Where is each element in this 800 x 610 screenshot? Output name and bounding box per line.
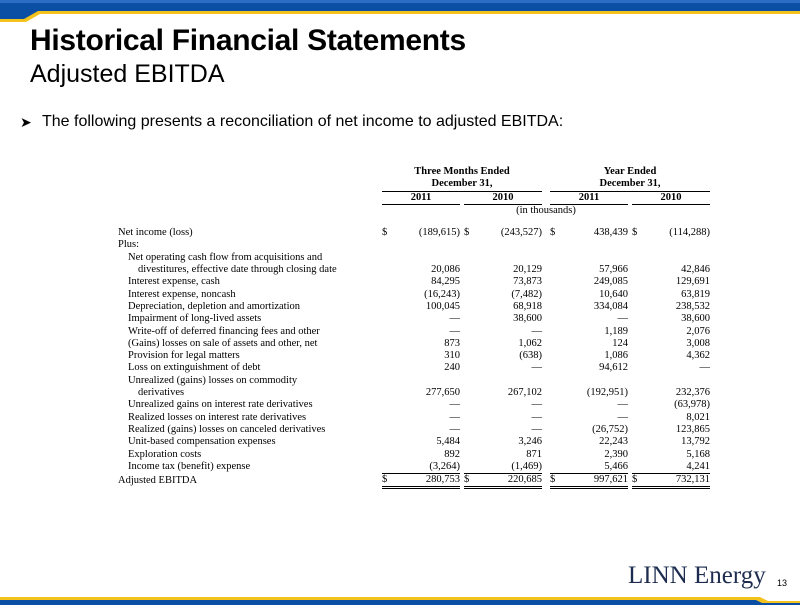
currency-symbol [382, 264, 394, 276]
value-cell [476, 239, 542, 251]
value-cell: 5,168 [686, 448, 710, 460]
currency-symbol [632, 289, 644, 301]
company-logo: LINN Energy [628, 562, 766, 589]
table-row [118, 424, 710, 436]
currency-symbol [464, 387, 476, 399]
value-cell: 238,532 [675, 300, 710, 312]
currency-symbol [382, 289, 394, 301]
value-cell: 42,846 [681, 264, 710, 276]
currency-symbol [632, 375, 644, 387]
currency-symbol: $ [632, 474, 644, 488]
value-cell: (192,951) [586, 387, 628, 399]
value-cell: — [531, 362, 542, 374]
currency-symbol [464, 399, 476, 411]
value-cell: — [449, 423, 460, 435]
currency-symbol [464, 362, 476, 374]
currency-symbol [464, 239, 476, 251]
table-row [118, 227, 710, 239]
value-cell: 22,243 [599, 436, 628, 448]
row-label: Net income (loss) [118, 227, 193, 239]
currency-symbol: $ [382, 227, 388, 239]
currency-symbol [464, 338, 476, 350]
row-label: Realized losses on interest rate derivatives [128, 411, 307, 423]
currency-symbol [632, 350, 644, 362]
value-cell [394, 375, 460, 387]
currency-symbol [550, 362, 562, 374]
currency-symbol [550, 461, 562, 474]
value-cell: 68,918 [513, 300, 542, 312]
currency-symbol [464, 313, 476, 325]
value-cell: 1,062 [518, 337, 542, 349]
row-label: Impairment of long-lived assets [128, 313, 262, 325]
row-label: Adjusted EBITDA [118, 474, 198, 486]
currency-symbol [464, 375, 476, 387]
value-cell: 1,086 [604, 350, 628, 362]
row-label: Plus: [118, 239, 140, 251]
value-cell [644, 239, 710, 251]
value-cell: — [617, 411, 628, 423]
currency-symbol [464, 449, 476, 461]
value-cell [476, 375, 542, 387]
row-label: Unrealized (gains) losses on commodity [128, 374, 298, 386]
value-cell: 73,873 [513, 276, 542, 288]
currency-symbol [632, 461, 644, 474]
currency-symbol [382, 412, 394, 424]
value-cell: 124 [612, 337, 628, 349]
value-cell [394, 252, 460, 264]
currency-symbol [382, 399, 394, 411]
row-label: Depreciation, depletion and amortization [128, 300, 301, 312]
currency-symbol [550, 264, 562, 276]
row-label: Unit-based compensation expenses [128, 436, 276, 448]
currency-symbol [632, 338, 644, 350]
value-cell: 334,084 [593, 300, 628, 312]
value-cell: 84,295 [431, 276, 460, 288]
currency-symbol [632, 276, 644, 288]
group-header-year-ended-date: December 31, [550, 178, 710, 191]
currency-symbol [550, 326, 562, 338]
currency-symbol [464, 252, 476, 264]
currency-symbol: $ [382, 474, 394, 488]
value-cell [394, 239, 460, 251]
year-header: 2010 [632, 191, 710, 204]
value-cell: — [449, 399, 460, 411]
currency-symbol [382, 449, 394, 461]
value-cell: — [531, 399, 542, 411]
currency-symbol [632, 313, 644, 325]
currency-symbol [632, 252, 644, 264]
value-cell: — [531, 411, 542, 423]
value-cell: 871 [526, 448, 542, 460]
table-row [118, 375, 710, 387]
currency-symbol [632, 362, 644, 374]
currency-symbol [464, 424, 476, 436]
value-cell: (243,527) [500, 227, 542, 239]
currency-symbol [632, 387, 644, 399]
currency-symbol [550, 338, 562, 350]
currency-symbol [382, 326, 394, 338]
value-cell: — [449, 313, 460, 325]
year-header: 2010 [464, 191, 542, 204]
currency-symbol [632, 436, 644, 448]
value-cell: 232,376 [675, 387, 710, 399]
value-cell: 3,008 [686, 337, 710, 349]
value-cell: 8,021 [686, 411, 710, 423]
currency-symbol [550, 252, 562, 264]
value-cell: (26,752) [592, 423, 628, 435]
currency-symbol [382, 375, 394, 387]
value-cell [644, 252, 710, 264]
value-cell: 249,085 [593, 276, 628, 288]
currency-symbol [632, 399, 644, 411]
value-cell: (114,288) [669, 227, 710, 239]
group-header-year-ended: Year Ended [603, 166, 657, 177]
value-cell: 100,045 [425, 300, 460, 312]
currency-symbol [550, 301, 562, 313]
value-cell: 129,691 [675, 276, 710, 288]
value-cell [562, 375, 628, 387]
value-cell: 2,390 [604, 448, 628, 460]
table-row [118, 449, 710, 461]
financial-table-container [118, 166, 710, 489]
value-cell: 4,362 [686, 350, 710, 362]
currency-symbol [464, 301, 476, 313]
value-cell: — [449, 325, 460, 337]
currency-symbol [382, 436, 394, 448]
currency-symbol [382, 461, 394, 474]
row-label: (Gains) losses on sale of assets and other, net [128, 337, 318, 349]
value-cell: 94,612 [599, 362, 628, 374]
currency-symbol [550, 375, 562, 387]
table-row [118, 412, 710, 424]
currency-symbol [464, 264, 476, 276]
currency-symbol [464, 326, 476, 338]
currency-symbol: $ [550, 474, 562, 488]
row-label: Interest expense, noncash [128, 288, 236, 300]
currency-symbol [464, 461, 476, 474]
table-row [118, 313, 710, 325]
group-header-three-months-date: December 31, [382, 178, 542, 191]
value-cell: (16,243) [424, 288, 460, 300]
table-row [118, 350, 710, 362]
value-cell: 38,600 [681, 313, 710, 325]
value-cell: — [449, 411, 460, 423]
table-row [118, 239, 710, 251]
value-cell: — [531, 325, 542, 337]
currency-symbol: $ [550, 227, 556, 239]
table-row [118, 264, 710, 276]
value-cell: 267,102 [507, 387, 542, 399]
year-header: 2011 [550, 191, 628, 204]
value-cell: 123,865 [675, 423, 710, 435]
value-cell: (638) [519, 350, 542, 362]
currency-symbol [382, 276, 394, 288]
value-cell: (3,264) [429, 460, 460, 472]
currency-symbol: $ [464, 227, 470, 239]
value-cell: 892 [444, 448, 460, 460]
value-cell: 240 [444, 362, 460, 374]
currency-symbol [632, 412, 644, 424]
page-number: 13 [777, 578, 788, 588]
row-label: divestitures, effective date through closing date [138, 264, 337, 276]
currency-symbol [550, 387, 562, 399]
currency-symbol [464, 412, 476, 424]
currency-symbol [632, 301, 644, 313]
arrow-right-icon: ➤ [20, 113, 32, 130]
value-cell: — [531, 423, 542, 435]
value-cell: 3,246 [518, 436, 542, 448]
currency-symbol [382, 350, 394, 362]
row-label: Loss on extinguishment of debt [128, 362, 261, 374]
table-row [118, 301, 710, 313]
header-decoration-bar [0, 0, 800, 22]
currency-symbol [382, 362, 394, 374]
value-cell: 13,792 [681, 436, 710, 448]
currency-symbol [550, 350, 562, 362]
row-label: Realized (gains) losses on canceled derivatives [128, 423, 326, 435]
currency-symbol [464, 436, 476, 448]
table-row [118, 461, 710, 474]
value-cell: 4,241 [686, 460, 710, 472]
currency-symbol [632, 239, 644, 251]
currency-symbol [632, 264, 644, 276]
ebitda-reconciliation-table [118, 166, 710, 489]
row-label: Write-off of deferred financing fees and other [128, 325, 320, 337]
row-label: Unrealized gains on interest rate derivatives [128, 399, 313, 411]
value-cell: — [617, 399, 628, 411]
value-cell [562, 239, 628, 251]
value-cell [562, 252, 628, 264]
currency-symbol [382, 252, 394, 264]
page-subtitle: Adjusted EBITDA [30, 60, 225, 88]
table-row [118, 436, 710, 448]
footer-decoration-bar [0, 592, 800, 600]
currency-symbol [550, 424, 562, 436]
row-label: Exploration costs [128, 448, 202, 460]
currency-symbol [550, 412, 562, 424]
value-cell: 38,600 [513, 313, 542, 325]
value-cell: 20,129 [513, 264, 542, 276]
intro-bullet [20, 113, 563, 131]
row-label: Net operating cash flow from acquisitions and [128, 251, 323, 263]
currency-symbol [382, 424, 394, 436]
row-label: Interest expense, cash [128, 276, 220, 288]
row-label: Income tax (benefit) expense [128, 461, 251, 473]
table-row [118, 362, 710, 374]
currency-symbol [632, 326, 644, 338]
value-cell: (7,482) [511, 288, 542, 300]
value-cell: 732,131 [644, 474, 710, 488]
group-header-three-months: Three Months Ended [414, 166, 510, 177]
currency-symbol [550, 276, 562, 288]
currency-symbol [382, 338, 394, 350]
units-note: (in thousands) [516, 204, 576, 216]
table-row [118, 289, 710, 301]
currency-symbol [464, 289, 476, 301]
value-cell: — [617, 313, 628, 325]
value-cell: 873 [444, 337, 460, 349]
value-cell: 2,076 [686, 325, 710, 337]
currency-symbol [550, 239, 562, 251]
value-cell: 310 [444, 350, 460, 362]
currency-symbol [550, 289, 562, 301]
table-row [118, 252, 710, 264]
currency-symbol [382, 313, 394, 325]
currency-symbol [632, 449, 644, 461]
currency-symbol: $ [632, 227, 638, 239]
value-cell: 5,466 [604, 460, 628, 472]
value-cell: 63,819 [681, 288, 710, 300]
table-row [118, 387, 710, 399]
value-cell: 997,621 [562, 474, 628, 488]
page-title: Historical Financial Statements [30, 24, 466, 57]
table-row [118, 399, 710, 411]
value-cell: (1,469) [511, 460, 542, 472]
row-label: Provision for legal matters [128, 350, 240, 362]
row-label: derivatives [138, 387, 185, 399]
table-body [118, 227, 710, 488]
year-header: 2011 [382, 191, 460, 204]
currency-symbol [550, 313, 562, 325]
value-cell: 20,086 [431, 264, 460, 276]
value-cell: 10,640 [599, 288, 628, 300]
currency-symbol [632, 424, 644, 436]
table-row [118, 474, 710, 488]
table-row [118, 276, 710, 288]
currency-symbol [464, 276, 476, 288]
value-cell: (63,978) [674, 399, 710, 411]
value-cell: 220,685 [476, 474, 542, 488]
currency-symbol: $ [464, 474, 476, 488]
value-cell: 280,753 [394, 474, 460, 488]
currency-symbol [550, 399, 562, 411]
currency-symbol [382, 239, 394, 251]
currency-symbol [464, 350, 476, 362]
value-cell: 57,966 [599, 264, 628, 276]
table-row [118, 338, 710, 350]
value-cell: 5,484 [436, 436, 460, 448]
value-cell [476, 252, 542, 264]
value-cell: 1,189 [604, 325, 628, 337]
value-cell: (189,615) [418, 227, 460, 239]
currency-symbol [382, 387, 394, 399]
currency-symbol [382, 301, 394, 313]
table-row [118, 326, 710, 338]
value-cell: — [699, 362, 710, 374]
intro-text: The following presents a reconciliation of net income to adjusted EBITDA: [42, 113, 564, 130]
value-cell: 438,439 [593, 227, 628, 239]
value-cell: 277,650 [425, 387, 460, 399]
currency-symbol [550, 436, 562, 448]
value-cell [644, 375, 710, 387]
currency-symbol [550, 449, 562, 461]
